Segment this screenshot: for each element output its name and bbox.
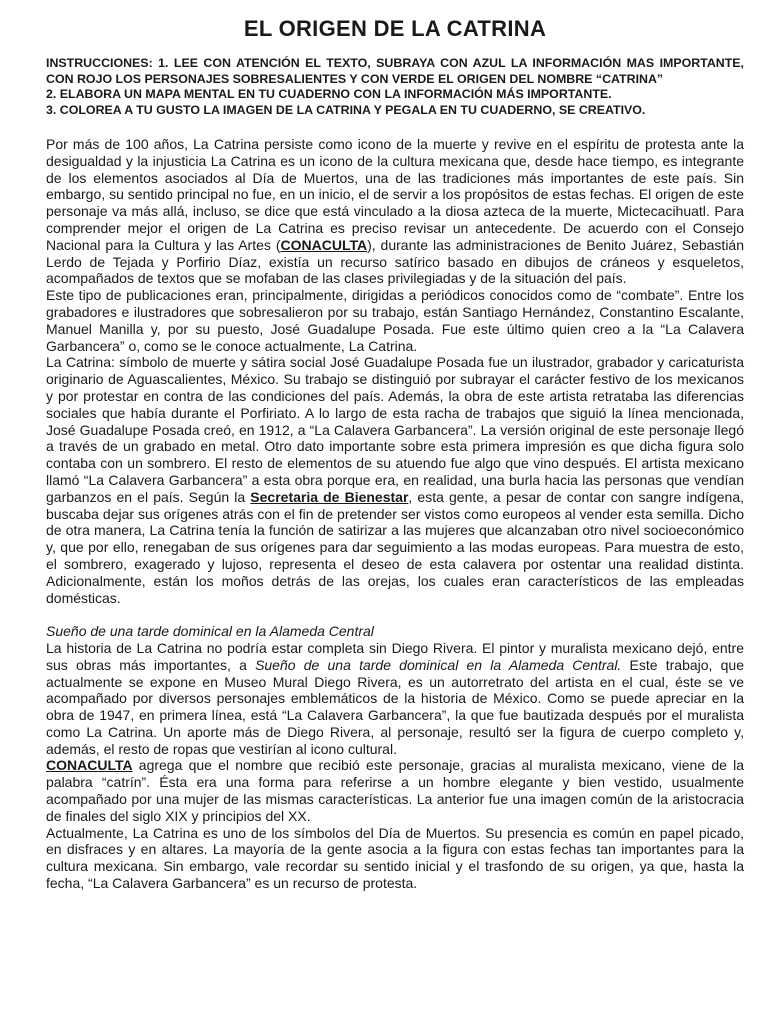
paragraph-3-text-b: , esta gente, a pesar de contar con sangre indígena, buscaba dejar sus orígenes atrás con el fin de pretender ser vistos como europeos al vender esta semilla. Dicho de otra manera, La Catrina tenía la función de satirizar a las mujeres que alcanzaban otro nivel socioeconómico y, que por ello, renegaban de sus orígenes para dar seguimiento a las modas europeas. Para muestra de esto, el sombrero, exagerado y lujoso, representa el deseo de esta calavera por ostentar una realidad distinta. Adicionalmente, están los moños detrás de las orejas, los cuales eran característicos de las empleadas domésticas.: [46, 488, 745, 606]
instructions-line-1: INSTRUCCIONES: 1. LEE CON ATENCIÓN EL TEXTO, SUBRAYA CON AZUL LA INFORMACIÓN MAS IMPORTANTE, CON ROJO LOS PERSONAJES SOBRESALIENTES Y CON VERDE EL ORIGEN DEL NOMBRE “CATRINA”: [46, 56, 744, 86]
page-title: EL ORIGEN DE LA CATRINA: [243, 16, 547, 41]
paragraph-1: [46, 136, 744, 287]
paragraph-3: [46, 354, 744, 606]
section-subtitle: Sueño de una tarde dominical en la Alameda Central: [46, 623, 374, 640]
paragraph-4-text-a: La historia de La Catrina no podría estar completa sin Diego Rivera. El pintor y muralista mexicano dejó, entre sus obras más importantes, a: [46, 639, 744, 673]
paragraph-5-text-b: agrega que el nombre que recibió este personaje, gracias al muralista mexicano, viene de la palabra “catrín”. Ésta era una forma para referirse a un hombre elegante y bien vestido, usualmente acompañado por una mujer de las mismas características. La anterior fue una imagen común de la aristocracia de finales del siglo XIX y principios del XX.: [46, 757, 744, 824]
paragraph-1-text-a: Por más de 100 años, La Catrina persiste como icono de la muerte y revive en el espíritu de protesta ante la desigualdad y la injusticia La Catrina es un icono de la cultura mexicana que, desde hace tiempo, es integrante de los elementos asociados al Día de Muertos, una de las tradiciones más importantes de este país. Sin embargo, su sentido principal no fue, en un inicio, el de servir a los propósitos de estas fechas. El origen de este personaje va más allá, incluso, se dice que está vinculado a la diosa azteca de la muerte, Mictecacihuatl. Para comprender mejor el origen de La Catrina es preciso revisar un antecedente. De acuerdo con el Consejo Nacional para la Cultura y las Artes (: [46, 136, 744, 253]
paragraph-4-text-b: Este trabajo, que actualmente se expone en Museo Mural Diego Rivera, es un autorretrato del artista en el cual, éste se ve acompañado por diversos personajes emblemáticos de la historia de México. Como se puede apreciar en la obra de 1947, en primera línea, está “La Calavera Garbancera”, la que fue bautizada después por el muralista como La Catrina. Un aporte más de Diego Rivera, al personaje, resultó ser la figura de cuerpo completo y, además, el resto de ropas que vestirían al icono cultural.: [46, 656, 744, 757]
paragraph-5: [46, 757, 744, 824]
mural-title: Sueño de una tarde dominical en la Alameda Central.: [255, 656, 622, 673]
paragraph-spacer: [46, 606, 744, 623]
paragraph-3-text-a: La Catrina: símbolo de muerte y sátira social José Guadalupe Posada fue un ilustrador, grabador y caricaturista originario de Aguascalientes, México. Su trabajo se distinguió por subrayar el carácter festivo de los mexicanos y por protestar en contra de las condiciones del país. Además, la obra de este artista retrataba las diferencias sociales que había durante el Porfiriato. A lo largo de esta racha de trabajos que siguió la línea mencionada, José Guadalupe Posada creó, en 1912, a “La Calavera Garbancera”. La versión original de este personaje llegó a través de un grabado en metal. Otro dato importante sobre esta primera impresión es que dicha figura solo contaba con un sombrero. El resto de elementos de su atuendo fue algo que vino después. El artista mexicano llamó “La Calavera Garbancera” a esta obra porque era, en realidad, una burla hacia las personas que vendían garbanzos en el país. Según la: [46, 354, 744, 505]
conaculta-link[interactable]: CONACULTA: [280, 236, 368, 253]
paragraph-6: Actualmente, La Catrina es uno de los símbolos del Día de Muertos. Su presencia es común en papel picado, en disfraces y en altares. La mayoría de la gente asocia a la figura con estas fechas tan importantes para la cultura mexicana. Sin embargo, vale recordar su sentido inicial y el trasfondo de su origen, ya que, hasta la fecha, “La Calavera Garbancera” es un recurso de protesta.: [46, 824, 744, 892]
instructions-line-3: 3. COLOREA A TU GUSTO LA IMAGEN DE LA CATRINA Y PEGALA EN TU CUADERNO, SE CREATIVO.: [46, 102, 646, 117]
instructions-line-2: 2. ELABORA UN MAPA MENTAL EN TU CUADERNO CON LA INFORMACIÓN MÁS IMPORTANTE.: [46, 87, 612, 101]
paragraph-4: [46, 640, 744, 758]
article-body: [46, 136, 744, 892]
secretaria-bienestar-link[interactable]: Secretaria de Bienestar: [250, 488, 409, 505]
paragraph-2: Este tipo de publicaciones eran, principalmente, dirigidas a periódicos conocidos como de “combate”. Entre los grabadores e ilustradores que sobresalieron por su trabajo, están Santiago Hernández, Constantino Escalante, Manuel Manilla y, por su puesto, José Guadalupe Posada. Fue este último quien creo a la “La Calavera Garbancera” o, como se le conoce actualmente, La Catrina.: [46, 287, 744, 354]
instructions-block: [46, 56, 744, 118]
paragraph-1-text-b: ), durante las administraciones de Benito Juárez, Sebastián Lerdo de Tejada y Porfirio Díaz, existía un recurso satírico basado en dibujos de cráneos y esqueletos, acompañados de textos que se mofaban de las clases privilegiadas y de la situación del país.: [46, 236, 745, 287]
conaculta-link-2[interactable]: CONACULTA: [46, 757, 133, 774]
